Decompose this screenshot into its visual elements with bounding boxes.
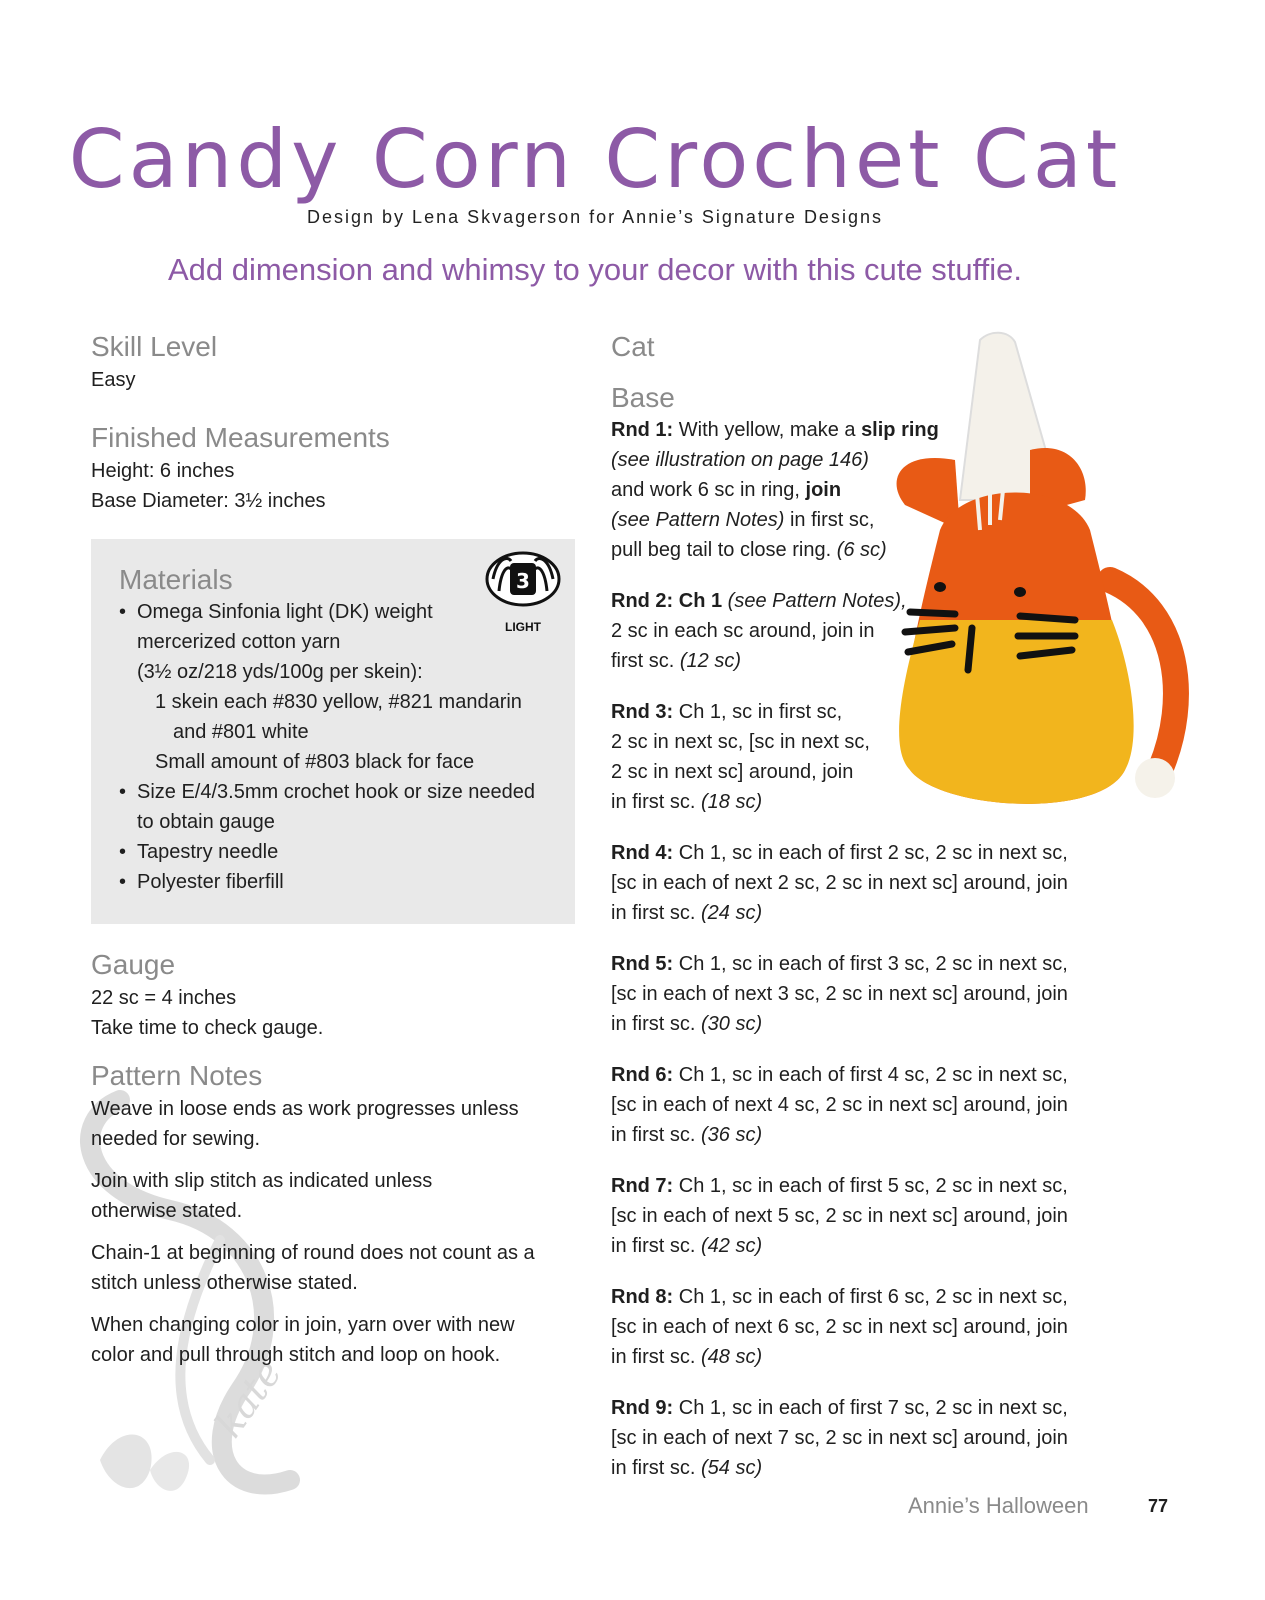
- list-item: and #801 white: [173, 721, 309, 743]
- list-item: to obtain gauge: [137, 811, 275, 833]
- skill-level-value: Easy: [91, 369, 136, 391]
- round-text: Ch 1, sc in each of first 2 sc, 2 sc in next sc,: [673, 842, 1068, 864]
- note-paragraph: Weave in loose ends as work progresses unless needed for sewing.: [91, 1098, 519, 1150]
- round-italic: (see Pattern Notes),: [722, 590, 907, 612]
- round-text: in first sc.: [611, 1346, 702, 1368]
- round-label: Rnd 3:: [611, 701, 674, 723]
- stitch-count: (18 sc): [701, 791, 763, 813]
- note-paragraph: When changing color in join, yarn over with new color and pull through stitch and loop on hook.: [91, 1314, 515, 1366]
- page-title: Candy Corn Crochet Cat: [68, 113, 1122, 206]
- round-text: in first sc.: [611, 1235, 702, 1257]
- round-8: [611, 1282, 1171, 1372]
- round-label: Rnd 5:: [611, 953, 674, 975]
- list-item: • Polyester fiberfill: [119, 867, 569, 897]
- stitch-count: (30 sc): [701, 1013, 763, 1035]
- stitch-count: (6 sc): [836, 539, 887, 561]
- tagline: Add dimension and whimsy to your decor with this cute stuffie.: [167, 252, 1023, 287]
- round-text: 2 sc in each sc around, join in: [611, 620, 875, 642]
- round-text: 2 sc in next sc] around, join: [611, 761, 854, 783]
- round-5: [611, 949, 1171, 1039]
- pattern-notes: [91, 1094, 561, 1382]
- round-text: first sc.: [611, 650, 680, 672]
- round-label: Rnd 8:: [611, 1286, 674, 1308]
- cat-heading: Cat: [611, 331, 655, 362]
- round-label: Rnd 9:: [611, 1397, 674, 1419]
- list-item: (3½ oz/218 yds/100g per skein):: [137, 661, 423, 683]
- materials-box: [91, 539, 575, 924]
- round-text: and work 6 sc in ring,: [611, 479, 806, 501]
- gauge-heading: Gauge: [91, 949, 176, 980]
- note-paragraph: Chain-1 at beginning of round does not count as a stitch unless otherwise stated.: [91, 1242, 535, 1294]
- yarn-weight-number: 3: [516, 569, 530, 593]
- round-9: [611, 1393, 1171, 1483]
- diameter-measurement: Base Diameter: 3½ inches: [91, 490, 326, 512]
- round-text: Ch 1, sc in each of first 4 sc, 2 sc in next sc,: [673, 1064, 1068, 1086]
- round-text: pull beg tail to close ring.: [611, 539, 837, 561]
- base-subheading: Base: [611, 382, 675, 413]
- designer-byline: Design by Lena Skvagerson for Annie’s Signature Designs: [307, 207, 883, 227]
- pattern-notes-heading: Pattern Notes: [91, 1060, 263, 1091]
- list-item: • Size E/4/3.5mm crochet hook or size needed: [119, 777, 569, 807]
- round-text: [sc in each of next 4 sc, 2 sc in next sc] around, join: [611, 1094, 1068, 1116]
- materials-heading: Materials: [119, 564, 233, 595]
- round-bold: slip ring: [861, 419, 939, 441]
- round-label: Rnd 7:: [611, 1175, 674, 1197]
- list-item: Small amount of #803 black for face: [155, 751, 475, 773]
- round-4: [611, 838, 1171, 928]
- round-text: 2 sc in next sc, [sc in next sc,: [611, 731, 870, 753]
- round-text: in first sc.: [611, 1124, 702, 1146]
- watermark-text: kate: [206, 1351, 291, 1446]
- stitch-count: (12 sc): [679, 650, 742, 672]
- measurements-heading: Finished Measurements: [91, 422, 390, 453]
- round-text: [sc in each of next 7 sc, 2 sc in next sc] around, join: [611, 1427, 1068, 1449]
- round-label: Rnd 6:: [611, 1064, 674, 1086]
- round-text: Ch 1, sc in each of first 3 sc, 2 sc in next sc,: [673, 953, 1068, 975]
- page-number: 77: [1148, 1496, 1169, 1516]
- round-text: [sc in each of next 6 sc, 2 sc in next sc] around, join: [611, 1316, 1068, 1338]
- round-text: Ch 1, sc in first sc,: [673, 701, 843, 723]
- stitch-count: (42 sc): [701, 1235, 763, 1257]
- round-text: in first sc.: [611, 791, 702, 813]
- yarn-weight-label: LIGHT: [505, 620, 541, 634]
- round-italic: (see illustration on page 146): [611, 449, 869, 471]
- materials-list: [119, 597, 569, 897]
- round-text: in first sc.: [611, 1457, 702, 1479]
- round-text: Ch 1, sc in each of first 6 sc, 2 sc in next sc,: [673, 1286, 1068, 1308]
- stitch-count: (54 sc): [701, 1457, 763, 1479]
- gauge-line: 22 sc = 4 inches: [91, 987, 237, 1009]
- stitch-count: (48 sc): [701, 1346, 763, 1368]
- height-measurement: Height: 6 inches: [91, 460, 235, 482]
- candy-corn-cat-photo: [880, 330, 1200, 830]
- round-text: [sc in each of next 2 sc, 2 sc in next sc] around, join: [611, 872, 1068, 894]
- stitch-count: (24 sc): [701, 902, 763, 924]
- skill-level-heading: Skill Level: [91, 331, 218, 362]
- round-text: [sc in each of next 3 sc, 2 sc in next sc] around, join: [611, 983, 1068, 1005]
- list-item: 1 skein each #830 yellow, #821 mandarin: [155, 691, 522, 713]
- round-text: in first sc.: [611, 902, 702, 924]
- book-title: Annie’s Halloween: [908, 1493, 1089, 1518]
- stitch-count: (36 sc): [701, 1124, 763, 1146]
- list-item: • Tapestry needle: [119, 837, 569, 867]
- round-text: in first sc,: [784, 509, 875, 531]
- round-italic: (see Pattern Notes): [611, 509, 785, 531]
- note-paragraph: Join with slip stitch as indicated unless otherwise stated.: [91, 1170, 433, 1222]
- round-text: With yellow, make a: [673, 419, 862, 441]
- round-label: Rnd 1:: [611, 419, 674, 441]
- round-7: [611, 1171, 1171, 1261]
- list-item: mercerized cotton yarn: [137, 631, 341, 653]
- round-text: in first sc.: [611, 1013, 702, 1035]
- round-bold: join: [805, 479, 842, 501]
- list-item: • Omega Sinfonia light (DK) weight: [119, 597, 569, 627]
- round-6: [611, 1060, 1171, 1150]
- round-label: Rnd 2: Ch 1: [611, 590, 723, 612]
- round-label: Rnd 4:: [611, 842, 674, 864]
- gauge-check: Take time to check gauge.: [91, 1017, 324, 1039]
- round-text: Ch 1, sc in each of first 7 sc, 2 sc in next sc,: [673, 1397, 1068, 1419]
- round-text: [sc in each of next 5 sc, 2 sc in next sc] around, join: [611, 1205, 1068, 1227]
- round-text: Ch 1, sc in each of first 5 sc, 2 sc in next sc,: [673, 1175, 1068, 1197]
